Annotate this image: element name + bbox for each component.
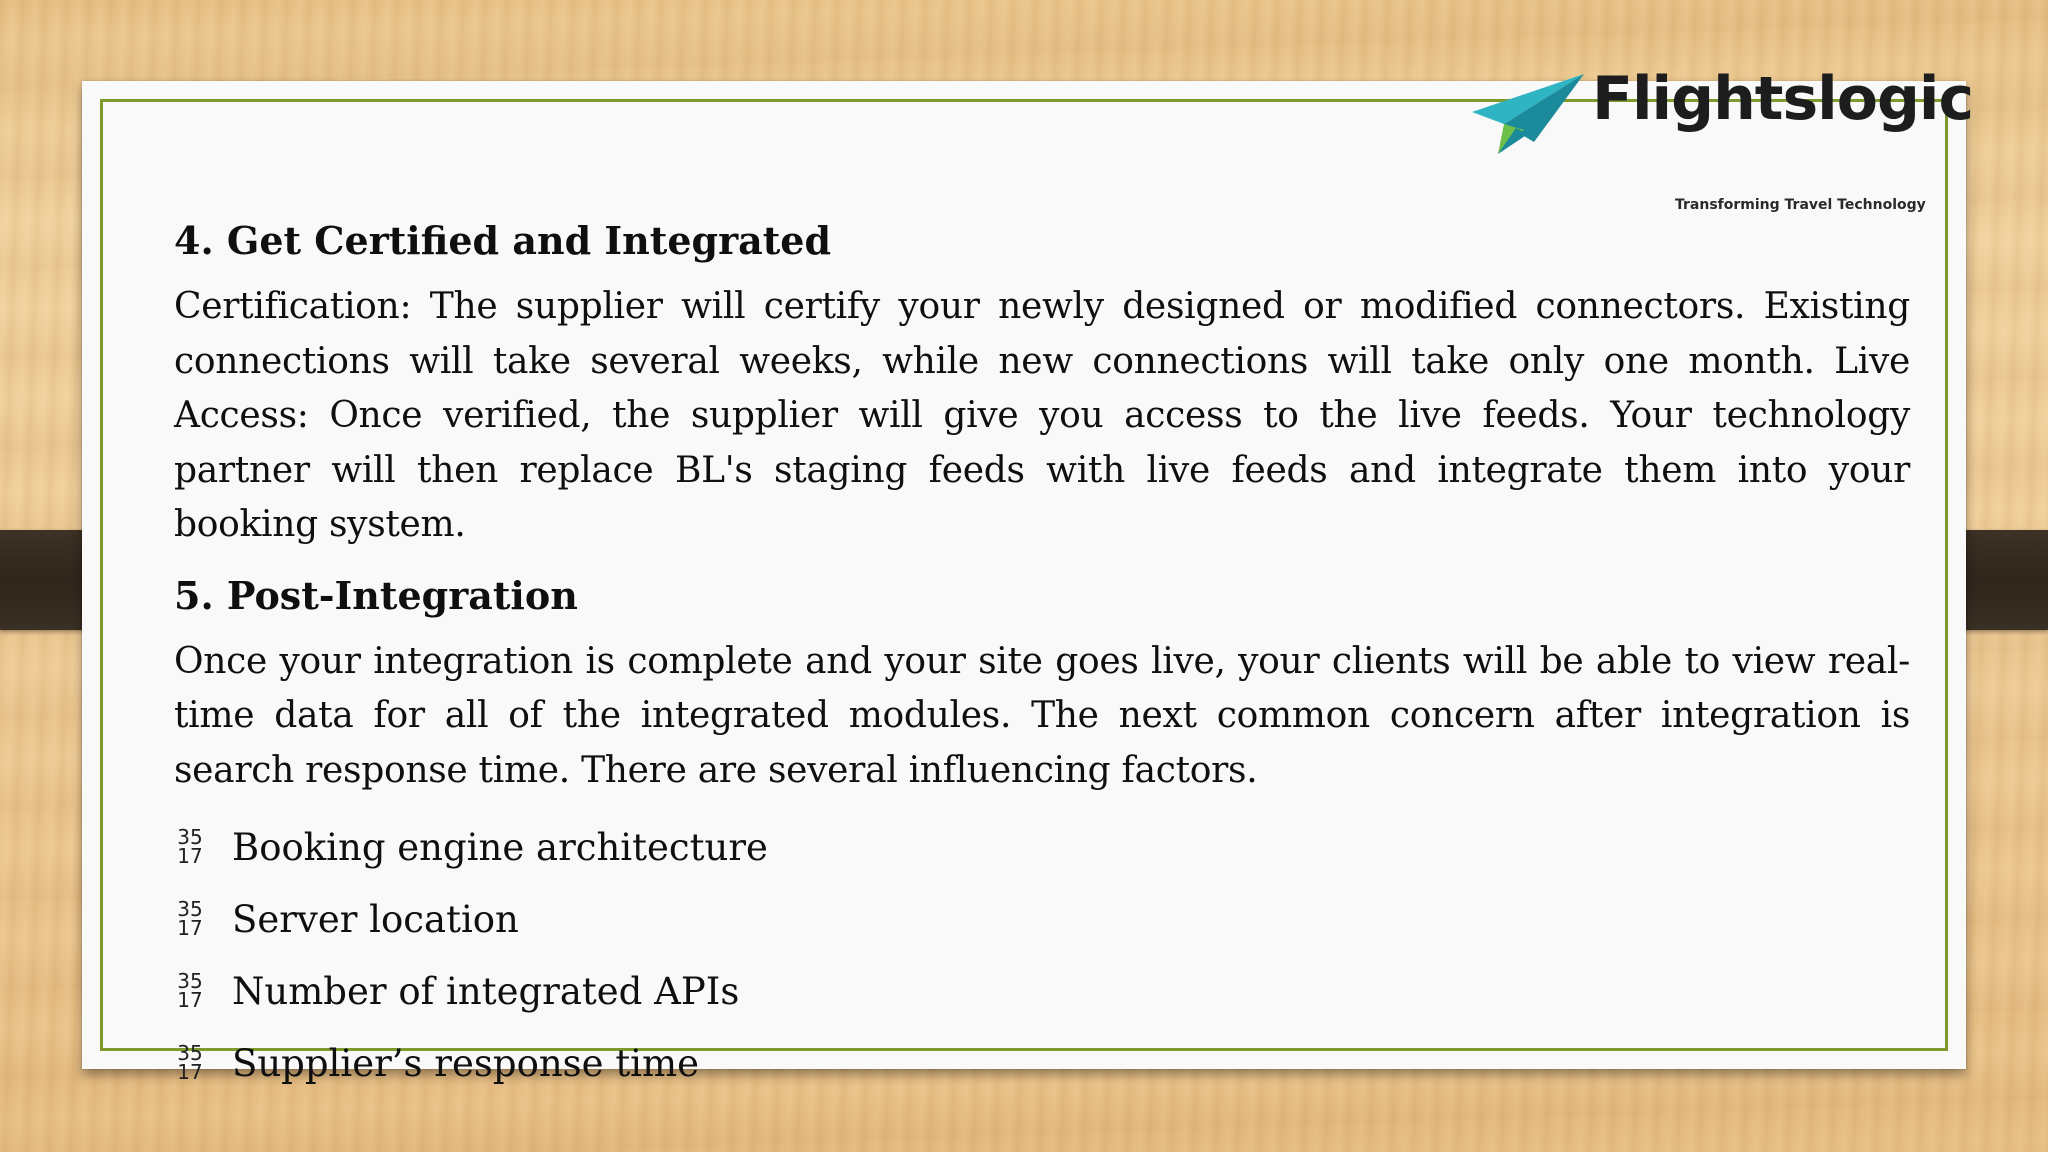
section-body-certified: Certification: The supplier will certify your newly designed or modified connectors. Existing connections will take several weeks, while new connections will take only one month. Live Access: Once verified, the supplier will give you access to the live feeds. Your technology partner will then replace BL's staging feeds with live feeds and integrate them into your booking system. [174,286,1910,545]
influencing-factors-list [174,811,1910,1099]
section-body-post-integration: Once your integration is complete and your site goes live, your clients will be able to view real-time data for all of the integrated modules. The next common concern after integration is search response time. There are several influencing factors. [174,640,1910,791]
bullet-marker-icon [174,825,206,868]
list-item [174,883,1910,955]
bullet-marker-top: 35 [177,897,203,921]
list-item-text: Booking engine architecture [232,825,768,869]
section-heading-post-integration: 5. Post-Integration [174,572,578,618]
logo-brand-name: Flightslogic [1592,64,1974,134]
list-item-text: Supplier’s response time [232,1041,699,1085]
bullet-marker-icon [174,1041,206,1084]
bullet-marker-bottom: 17 [177,988,203,1012]
list-item-text: Number of integrated APIs [232,969,740,1013]
bullet-marker-top: 35 [177,1041,203,1065]
logo-tagline: Transforming Travel Technology [1675,197,1926,213]
bullet-marker-icon [174,969,206,1012]
list-item [174,1027,1910,1099]
bullet-marker-bottom: 17 [177,1060,203,1084]
flightslogic-logo [1472,44,1974,174]
list-item [174,811,1910,883]
slide-content [174,214,1910,1099]
bullet-marker-bottom: 17 [177,916,203,940]
section-heading-certified: 4. Get Certified and Integrated [174,218,832,263]
bullet-marker-bottom: 17 [177,844,203,868]
bullet-marker-top: 35 [177,825,203,849]
list-item [174,955,1910,1027]
list-item-text: Server location [232,897,519,941]
bullet-marker-icon [174,897,206,940]
paper-plane-icon [1472,72,1588,158]
bullet-marker-top: 35 [177,969,203,993]
